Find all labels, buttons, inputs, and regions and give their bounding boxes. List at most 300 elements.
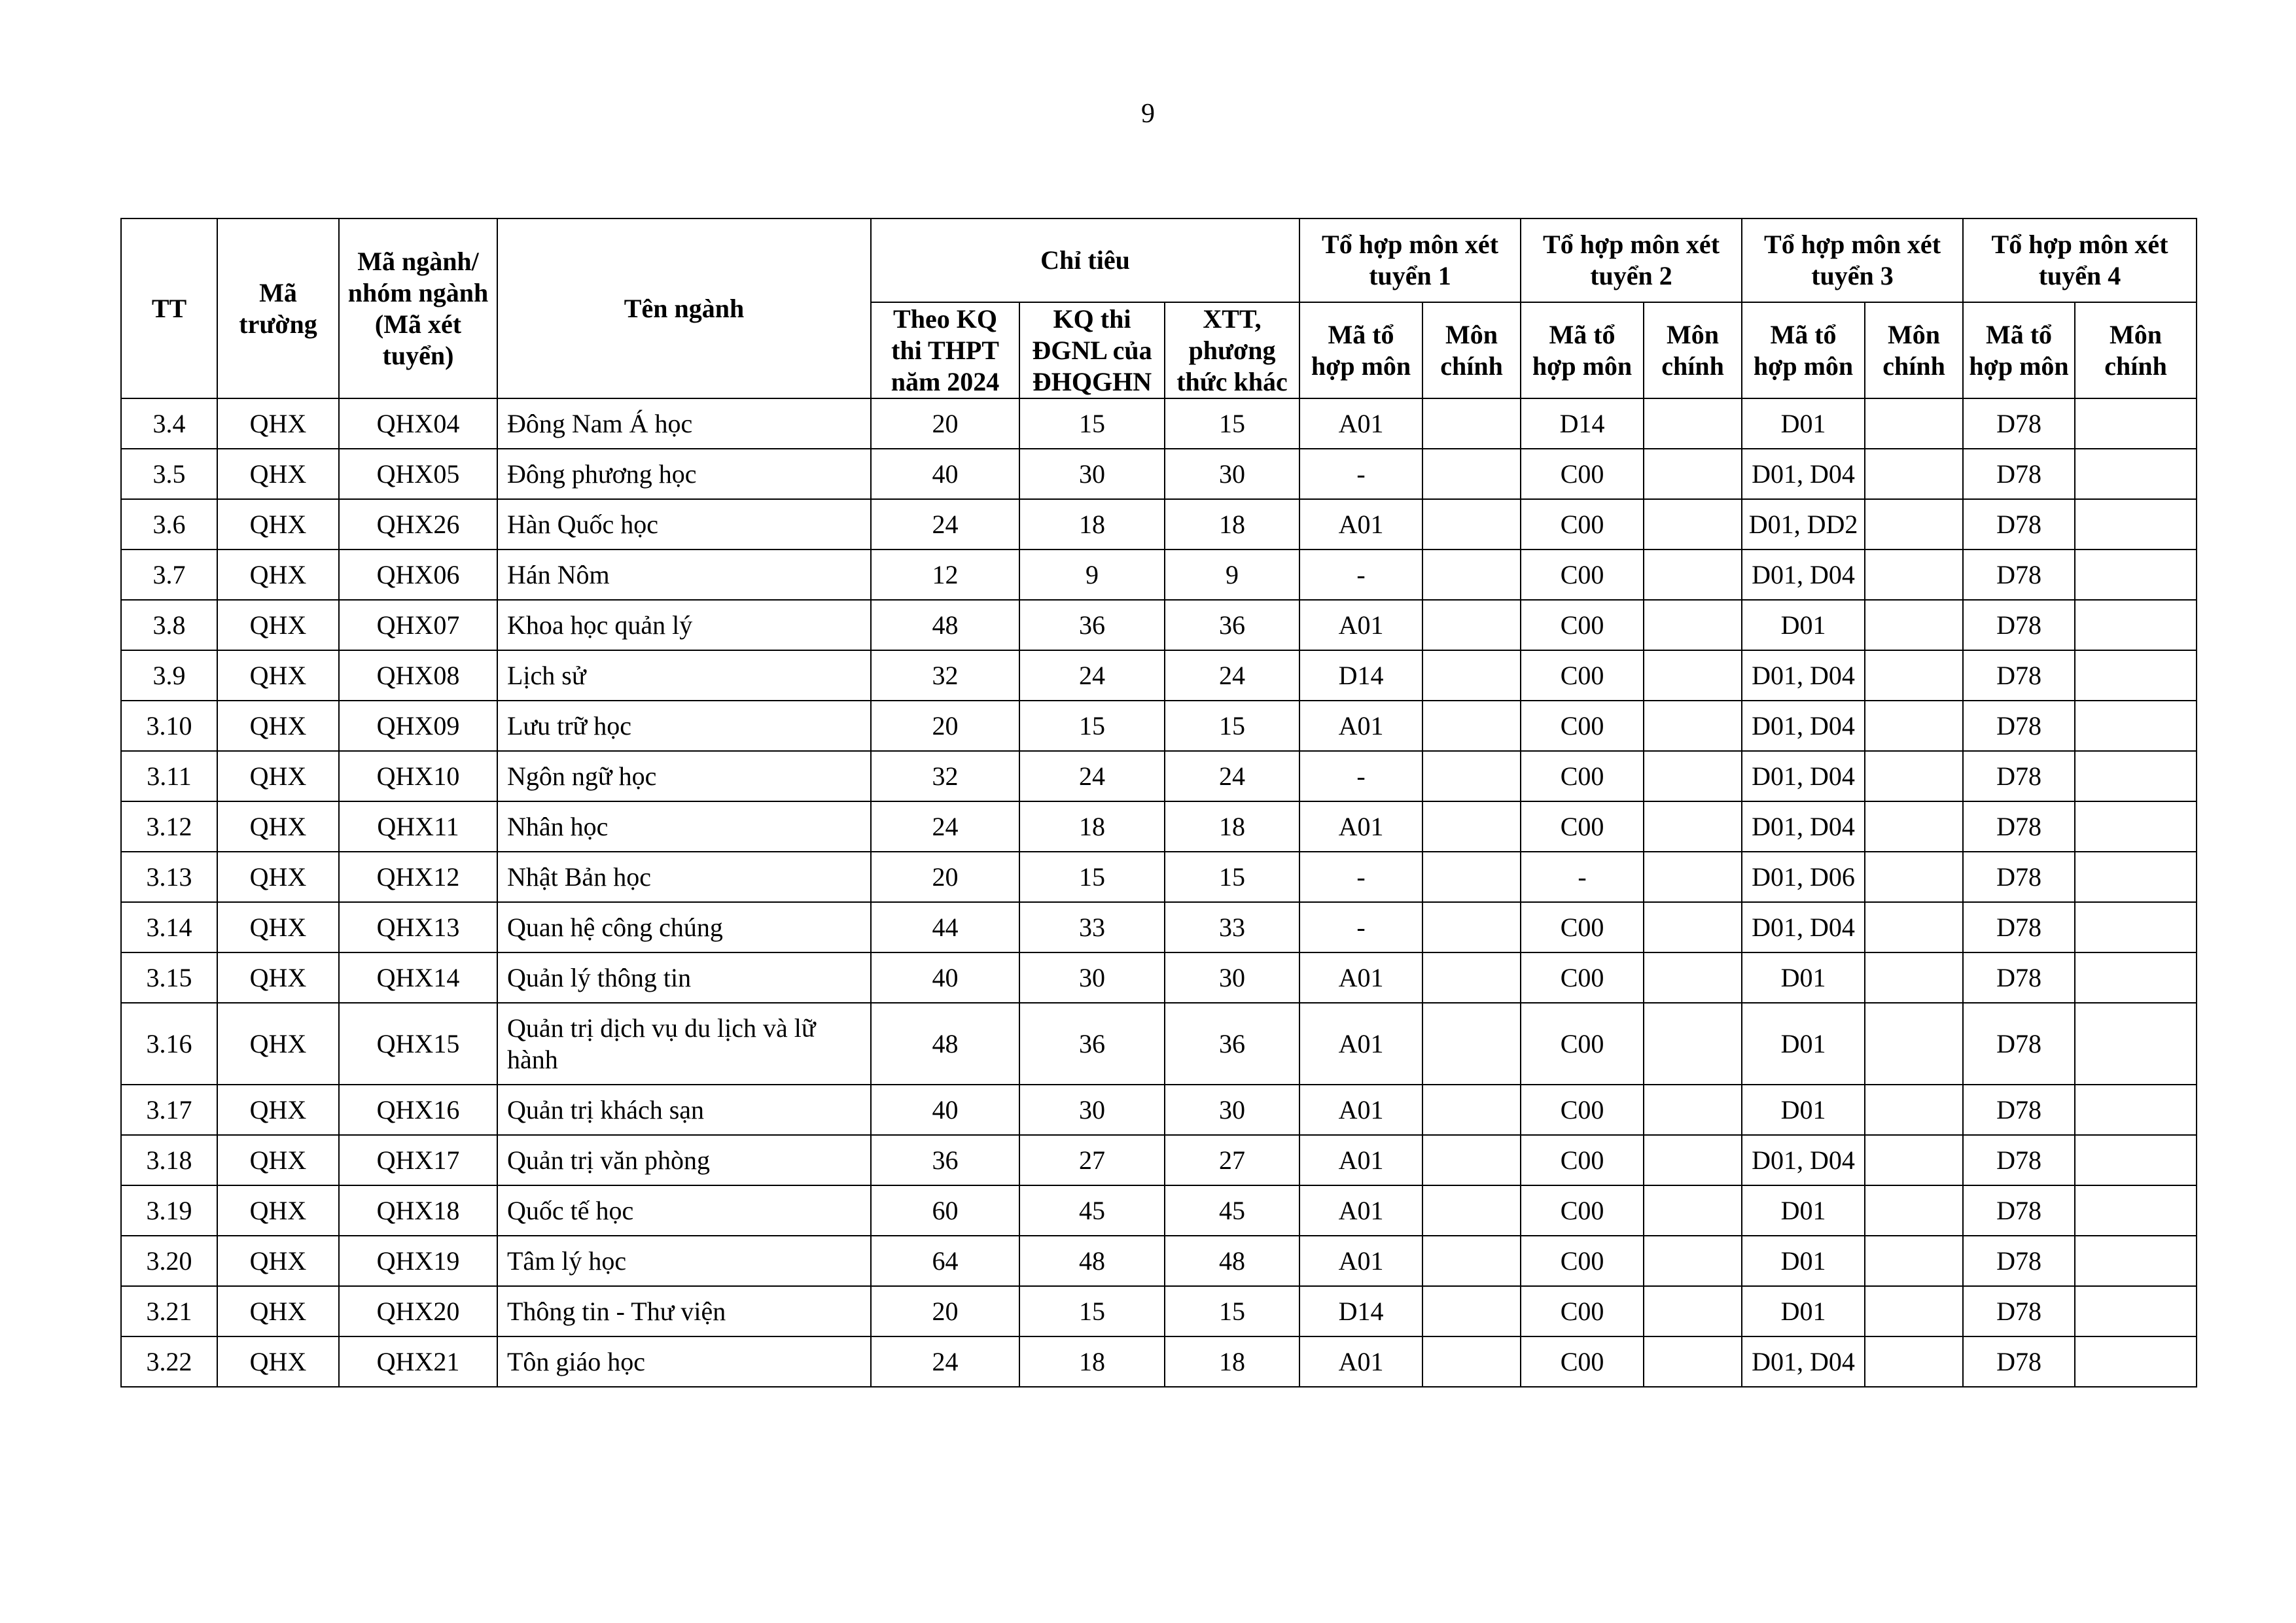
cell-mon-chinh-4 [2075, 1085, 2197, 1135]
cell-ma-to-hop-4: D78 [1963, 1286, 2075, 1336]
cell-ma-nganh: QHX21 [339, 1336, 497, 1387]
cell-ma-to-hop-1: D14 [1299, 1286, 1422, 1336]
cell-chi-tieu-xtt: 36 [1165, 600, 1299, 650]
cell-ma-nganh: QHX07 [339, 600, 497, 650]
cell-chi-tieu-dgnl: 45 [1019, 1185, 1165, 1236]
cell-ma-nganh: QHX19 [339, 1236, 497, 1286]
cell-ma-truong: QHX [217, 1336, 339, 1387]
cell-ten-nganh: Hàn Quốc học [497, 499, 871, 550]
cell-ten-nganh: Lưu trữ học [497, 701, 871, 751]
cell-ma-to-hop-2: C00 [1521, 600, 1644, 650]
cell-mon-chinh-1 [1422, 1135, 1521, 1185]
cell-chi-tieu-xtt: 9 [1165, 550, 1299, 600]
cell-ma-to-hop-1: A01 [1299, 952, 1422, 1003]
cell-mon-chinh-2 [1644, 1286, 1742, 1336]
cell-ma-to-hop-1: A01 [1299, 499, 1422, 550]
cell-mon-chinh-4 [2075, 650, 2197, 701]
cell-ma-to-hop-2: C00 [1521, 550, 1644, 600]
cell-ma-nganh: QHX06 [339, 550, 497, 600]
cell-ma-to-hop-1: A01 [1299, 1003, 1422, 1085]
cell-ma-to-hop-1: A01 [1299, 1236, 1422, 1286]
cell-tt: 3.16 [121, 1003, 217, 1085]
cell-ten-nganh: Thông tin - Thư viện [497, 1286, 871, 1336]
cell-mon-chinh-1 [1422, 550, 1521, 600]
cell-ten-nganh: Nhân học [497, 801, 871, 852]
cell-ma-to-hop-1: A01 [1299, 801, 1422, 852]
table-row [121, 1236, 2197, 1286]
cell-chi-tieu-xtt: 30 [1165, 449, 1299, 499]
cell-chi-tieu-xtt: 30 [1165, 952, 1299, 1003]
cell-mon-chinh-4 [2075, 1135, 2197, 1185]
header-ten-nganh: Tên ngành [497, 218, 871, 398]
cell-mon-chinh-2 [1644, 499, 1742, 550]
cell-ten-nganh: Quan hệ công chúng [497, 902, 871, 952]
cell-ma-to-hop-1: A01 [1299, 600, 1422, 650]
cell-chi-tieu-dgnl: 36 [1019, 1003, 1165, 1085]
cell-mon-chinh-4 [2075, 1336, 2197, 1387]
cell-ten-nganh: Đông phương học [497, 449, 871, 499]
table-row [121, 1336, 2197, 1387]
header-to-hop-4: Tổ hợp môn xét tuyển 4 [1963, 218, 2197, 302]
cell-ma-to-hop-4: D78 [1963, 701, 2075, 751]
cell-ma-to-hop-3: D01 [1742, 1236, 1865, 1286]
cell-mon-chinh-4 [2075, 701, 2197, 751]
cell-ma-truong: QHX [217, 852, 339, 902]
cell-ma-to-hop-1: A01 [1299, 398, 1422, 449]
cell-mon-chinh-3 [1865, 1085, 1963, 1135]
cell-chi-tieu-dgnl: 33 [1019, 902, 1165, 952]
cell-ma-truong: QHX [217, 902, 339, 952]
header-mon-chinh-2: Môn chính [1644, 302, 1742, 398]
cell-chi-tieu-dgnl: 9 [1019, 550, 1165, 600]
cell-ma-to-hop-3: D01 [1742, 952, 1865, 1003]
cell-chi-tieu-dgnl: 30 [1019, 1085, 1165, 1135]
cell-chi-tieu-thpt: 32 [871, 751, 1019, 801]
cell-chi-tieu-dgnl: 18 [1019, 499, 1165, 550]
cell-ma-to-hop-1: - [1299, 902, 1422, 952]
cell-ma-to-hop-2: C00 [1521, 1286, 1644, 1336]
cell-tt: 3.8 [121, 600, 217, 650]
cell-tt: 3.6 [121, 499, 217, 550]
cell-chi-tieu-thpt: 24 [871, 801, 1019, 852]
cell-ma-to-hop-4: D78 [1963, 801, 2075, 852]
cell-ma-to-hop-1: D14 [1299, 650, 1422, 701]
cell-ma-to-hop-4: D78 [1963, 600, 2075, 650]
cell-ma-nganh: QHX04 [339, 398, 497, 449]
cell-tt: 3.4 [121, 398, 217, 449]
cell-ten-nganh: Quản trị văn phòng [497, 1135, 871, 1185]
cell-ma-nganh: QHX18 [339, 1185, 497, 1236]
cell-ma-to-hop-2: C00 [1521, 499, 1644, 550]
cell-ma-to-hop-3: D01 [1742, 1185, 1865, 1236]
cell-mon-chinh-2 [1644, 449, 1742, 499]
cell-ma-to-hop-1: - [1299, 550, 1422, 600]
cell-mon-chinh-3 [1865, 1135, 1963, 1185]
cell-chi-tieu-thpt: 36 [871, 1135, 1019, 1185]
cell-ma-to-hop-3: D01, D04 [1742, 650, 1865, 701]
table-row [121, 701, 2197, 751]
cell-ma-truong: QHX [217, 1135, 339, 1185]
header-chi-tieu-dgnl: KQ thi ĐGNL của ĐHQGHN [1019, 302, 1165, 398]
table-body [121, 398, 2197, 1387]
cell-ma-to-hop-3: D01 [1742, 398, 1865, 449]
table-row [121, 650, 2197, 701]
cell-mon-chinh-3 [1865, 650, 1963, 701]
cell-ma-nganh: QHX16 [339, 1085, 497, 1135]
cell-ma-to-hop-2: C00 [1521, 801, 1644, 852]
cell-ma-to-hop-2: C00 [1521, 1135, 1644, 1185]
cell-mon-chinh-3 [1865, 1286, 1963, 1336]
cell-chi-tieu-thpt: 20 [871, 852, 1019, 902]
cell-ten-nganh: Đông Nam Á học [497, 398, 871, 449]
cell-mon-chinh-1 [1422, 1185, 1521, 1236]
cell-ma-truong: QHX [217, 1185, 339, 1236]
cell-ma-to-hop-4: D78 [1963, 1003, 2075, 1085]
cell-ma-to-hop-3: D01, D04 [1742, 1336, 1865, 1387]
cell-mon-chinh-3 [1865, 751, 1963, 801]
table-row [121, 952, 2197, 1003]
cell-chi-tieu-dgnl: 15 [1019, 701, 1165, 751]
table-row [121, 449, 2197, 499]
header-chi-tieu-xtt: XTT, phương thức khác [1165, 302, 1299, 398]
header-ma-to-hop-3: Mã tổ hợp môn [1742, 302, 1865, 398]
cell-ma-truong: QHX [217, 701, 339, 751]
cell-ten-nganh: Lịch sử [497, 650, 871, 701]
cell-ten-nganh: Tâm lý học [497, 1236, 871, 1286]
table-row [121, 499, 2197, 550]
cell-mon-chinh-1 [1422, 902, 1521, 952]
cell-chi-tieu-xtt: 24 [1165, 751, 1299, 801]
cell-mon-chinh-3 [1865, 449, 1963, 499]
cell-mon-chinh-2 [1644, 1003, 1742, 1085]
cell-ma-to-hop-4: D78 [1963, 499, 2075, 550]
cell-mon-chinh-1 [1422, 1286, 1521, 1336]
header-ma-to-hop-1: Mã tổ hợp môn [1299, 302, 1422, 398]
cell-ma-to-hop-3: D01, D04 [1742, 701, 1865, 751]
cell-ten-nganh: Ngôn ngữ học [497, 751, 871, 801]
table-header [121, 218, 2197, 398]
cell-ten-nganh: Quốc tế học [497, 1185, 871, 1236]
cell-chi-tieu-xtt: 15 [1165, 398, 1299, 449]
cell-ma-to-hop-1: A01 [1299, 701, 1422, 751]
cell-ma-to-hop-4: D78 [1963, 1336, 2075, 1387]
cell-mon-chinh-1 [1422, 852, 1521, 902]
cell-ma-to-hop-4: D78 [1963, 751, 2075, 801]
cell-chi-tieu-xtt: 18 [1165, 1336, 1299, 1387]
cell-tt: 3.19 [121, 1185, 217, 1236]
cell-ma-to-hop-2: C00 [1521, 1236, 1644, 1286]
header-to-hop-3: Tổ hợp môn xét tuyển 3 [1742, 218, 1963, 302]
cell-ma-truong: QHX [217, 550, 339, 600]
cell-mon-chinh-3 [1865, 902, 1963, 952]
cell-mon-chinh-3 [1865, 1236, 1963, 1286]
cell-chi-tieu-dgnl: 27 [1019, 1135, 1165, 1185]
cell-mon-chinh-1 [1422, 398, 1521, 449]
cell-chi-tieu-thpt: 60 [871, 1185, 1019, 1236]
cell-mon-chinh-4 [2075, 600, 2197, 650]
cell-ma-to-hop-2: C00 [1521, 650, 1644, 701]
cell-ma-to-hop-1: A01 [1299, 1085, 1422, 1135]
cell-ma-to-hop-4: D78 [1963, 550, 2075, 600]
cell-ma-to-hop-3: D01 [1742, 600, 1865, 650]
cell-mon-chinh-3 [1865, 1336, 1963, 1387]
cell-ma-to-hop-2: - [1521, 852, 1644, 902]
cell-ma-to-hop-3: D01, D04 [1742, 751, 1865, 801]
cell-mon-chinh-3 [1865, 1003, 1963, 1085]
cell-chi-tieu-dgnl: 15 [1019, 852, 1165, 902]
header-tt: TT [121, 218, 217, 398]
header-to-hop-2: Tổ hợp môn xét tuyển 2 [1521, 218, 1742, 302]
cell-mon-chinh-4 [2075, 1236, 2197, 1286]
cell-ma-nganh: QHX10 [339, 751, 497, 801]
cell-mon-chinh-4 [2075, 449, 2197, 499]
page-number: 9 [1141, 99, 1155, 129]
cell-ma-to-hop-2: D14 [1521, 398, 1644, 449]
cell-tt: 3.9 [121, 650, 217, 701]
table-row [121, 600, 2197, 650]
cell-mon-chinh-2 [1644, 600, 1742, 650]
cell-mon-chinh-3 [1865, 852, 1963, 902]
table-row [121, 902, 2197, 952]
cell-chi-tieu-thpt: 20 [871, 701, 1019, 751]
cell-ma-to-hop-2: C00 [1521, 1185, 1644, 1236]
cell-mon-chinh-2 [1644, 1236, 1742, 1286]
cell-chi-tieu-dgnl: 18 [1019, 801, 1165, 852]
cell-ma-to-hop-1: - [1299, 449, 1422, 499]
cell-tt: 3.22 [121, 1336, 217, 1387]
cell-tt: 3.15 [121, 952, 217, 1003]
cell-ma-to-hop-3: D01, D04 [1742, 801, 1865, 852]
cell-chi-tieu-xtt: 45 [1165, 1185, 1299, 1236]
cell-mon-chinh-1 [1422, 650, 1521, 701]
cell-mon-chinh-1 [1422, 801, 1521, 852]
cell-ma-nganh: QHX20 [339, 1286, 497, 1336]
cell-chi-tieu-thpt: 12 [871, 550, 1019, 600]
cell-ma-to-hop-3: D01 [1742, 1003, 1865, 1085]
cell-ma-to-hop-2: C00 [1521, 1085, 1644, 1135]
cell-ma-truong: QHX [217, 499, 339, 550]
cell-chi-tieu-dgnl: 30 [1019, 449, 1165, 499]
cell-ma-to-hop-3: D01 [1742, 1286, 1865, 1336]
cell-mon-chinh-3 [1865, 701, 1963, 751]
table-row [121, 1085, 2197, 1135]
cell-ma-to-hop-4: D78 [1963, 1236, 2075, 1286]
cell-ma-to-hop-3: D01, D04 [1742, 902, 1865, 952]
cell-mon-chinh-2 [1644, 751, 1742, 801]
cell-ma-to-hop-4: D78 [1963, 952, 2075, 1003]
cell-mon-chinh-2 [1644, 398, 1742, 449]
header-ma-to-hop-2: Mã tổ hợp môn [1521, 302, 1644, 398]
cell-ma-nganh: QHX15 [339, 1003, 497, 1085]
cell-ma-truong: QHX [217, 600, 339, 650]
cell-tt: 3.14 [121, 902, 217, 952]
cell-ma-to-hop-4: D78 [1963, 902, 2075, 952]
cell-chi-tieu-xtt: 48 [1165, 1236, 1299, 1286]
cell-mon-chinh-1 [1422, 751, 1521, 801]
cell-mon-chinh-1 [1422, 499, 1521, 550]
cell-mon-chinh-2 [1644, 650, 1742, 701]
cell-mon-chinh-3 [1865, 600, 1963, 650]
header-ma-to-hop-4: Mã tổ hợp môn [1963, 302, 2075, 398]
cell-tt: 3.17 [121, 1085, 217, 1135]
cell-ma-to-hop-1: - [1299, 852, 1422, 902]
cell-ten-nganh: Quản trị dịch vụ du lịch và lữ hành [497, 1003, 871, 1085]
header-chi-tieu: Chỉ tiêu [871, 218, 1299, 302]
cell-chi-tieu-thpt: 40 [871, 449, 1019, 499]
cell-ma-truong: QHX [217, 952, 339, 1003]
cell-ten-nganh: Nhật Bản học [497, 852, 871, 902]
cell-ma-to-hop-2: C00 [1521, 1336, 1644, 1387]
cell-ma-to-hop-3: D01 [1742, 1085, 1865, 1135]
cell-ma-to-hop-4: D78 [1963, 1185, 2075, 1236]
cell-ma-to-hop-2: C00 [1521, 701, 1644, 751]
cell-ten-nganh: Khoa học quản lý [497, 600, 871, 650]
cell-chi-tieu-dgnl: 18 [1019, 1336, 1165, 1387]
cell-tt: 3.20 [121, 1236, 217, 1286]
cell-mon-chinh-4 [2075, 1003, 2197, 1085]
table-row [121, 550, 2197, 600]
cell-ma-to-hop-4: D78 [1963, 1135, 2075, 1185]
cell-ma-truong: QHX [217, 1085, 339, 1135]
cell-ma-to-hop-2: C00 [1521, 1003, 1644, 1085]
cell-ma-nganh: QHX05 [339, 449, 497, 499]
cell-ten-nganh: Quản lý thông tin [497, 952, 871, 1003]
cell-chi-tieu-thpt: 20 [871, 1286, 1019, 1336]
cell-mon-chinh-1 [1422, 449, 1521, 499]
cell-ma-nganh: QHX08 [339, 650, 497, 701]
cell-mon-chinh-2 [1644, 1085, 1742, 1135]
cell-mon-chinh-4 [2075, 801, 2197, 852]
table-row [121, 751, 2197, 801]
cell-ma-to-hop-3: D01, D06 [1742, 852, 1865, 902]
header-ma-truong: Mã trường [217, 218, 339, 398]
cell-mon-chinh-3 [1865, 499, 1963, 550]
cell-ma-to-hop-4: D78 [1963, 398, 2075, 449]
header-to-hop-1: Tổ hợp môn xét tuyển 1 [1299, 218, 1521, 302]
cell-ma-to-hop-2: C00 [1521, 952, 1644, 1003]
table-row [121, 398, 2197, 449]
cell-ma-truong: QHX [217, 1003, 339, 1085]
cell-chi-tieu-thpt: 44 [871, 902, 1019, 952]
cell-mon-chinh-3 [1865, 550, 1963, 600]
cell-ma-to-hop-1: A01 [1299, 1185, 1422, 1236]
cell-chi-tieu-thpt: 40 [871, 1085, 1019, 1135]
cell-chi-tieu-dgnl: 24 [1019, 751, 1165, 801]
cell-mon-chinh-1 [1422, 1336, 1521, 1387]
cell-ma-truong: QHX [217, 398, 339, 449]
cell-chi-tieu-thpt: 24 [871, 1336, 1019, 1387]
table-row [121, 852, 2197, 902]
cell-chi-tieu-thpt: 20 [871, 398, 1019, 449]
cell-ma-to-hop-4: D78 [1963, 852, 2075, 902]
cell-ma-nganh: QHX13 [339, 902, 497, 952]
cell-ma-to-hop-2: C00 [1521, 751, 1644, 801]
cell-chi-tieu-xtt: 27 [1165, 1135, 1299, 1185]
cell-chi-tieu-xtt: 15 [1165, 1286, 1299, 1336]
cell-mon-chinh-2 [1644, 1135, 1742, 1185]
cell-ma-to-hop-3: D01, D04 [1742, 550, 1865, 600]
cell-ma-truong: QHX [217, 449, 339, 499]
header-mon-chinh-4: Môn chính [2075, 302, 2197, 398]
cell-ma-nganh: QHX11 [339, 801, 497, 852]
cell-ma-to-hop-3: D01, DD2 [1742, 499, 1865, 550]
cell-mon-chinh-3 [1865, 952, 1963, 1003]
cell-ma-to-hop-4: D78 [1963, 650, 2075, 701]
cell-mon-chinh-1 [1422, 1085, 1521, 1135]
cell-mon-chinh-2 [1644, 902, 1742, 952]
cell-ma-truong: QHX [217, 801, 339, 852]
cell-mon-chinh-2 [1644, 852, 1742, 902]
cell-tt: 3.5 [121, 449, 217, 499]
cell-mon-chinh-4 [2075, 902, 2197, 952]
header-chi-tieu-thpt: Theo KQ thi THPT năm 2024 [871, 302, 1019, 398]
cell-chi-tieu-thpt: 48 [871, 1003, 1019, 1085]
cell-ma-to-hop-1: A01 [1299, 1135, 1422, 1185]
cell-ma-to-hop-1: - [1299, 751, 1422, 801]
cell-tt: 3.13 [121, 852, 217, 902]
cell-ma-to-hop-4: D78 [1963, 449, 2075, 499]
cell-ma-to-hop-3: D01, D04 [1742, 1135, 1865, 1185]
cell-chi-tieu-xtt: 18 [1165, 801, 1299, 852]
cell-tt: 3.10 [121, 701, 217, 751]
cell-chi-tieu-dgnl: 15 [1019, 1286, 1165, 1336]
cell-chi-tieu-thpt: 48 [871, 600, 1019, 650]
cell-ma-truong: QHX [217, 1236, 339, 1286]
cell-ma-to-hop-4: D78 [1963, 1085, 2075, 1135]
header-mon-chinh-3: Môn chính [1865, 302, 1963, 398]
cell-chi-tieu-thpt: 32 [871, 650, 1019, 701]
cell-ma-to-hop-3: D01, D04 [1742, 449, 1865, 499]
cell-mon-chinh-4 [2075, 550, 2197, 600]
header-ma-nganh: Mã ngành/ nhóm ngành (Mã xét tuyển) [339, 218, 497, 398]
header-mon-chinh-1: Môn chính [1422, 302, 1521, 398]
table-row [121, 1135, 2197, 1185]
cell-chi-tieu-dgnl: 30 [1019, 952, 1165, 1003]
cell-chi-tieu-xtt: 18 [1165, 499, 1299, 550]
cell-chi-tieu-xtt: 30 [1165, 1085, 1299, 1135]
cell-tt: 3.12 [121, 801, 217, 852]
cell-ma-to-hop-1: A01 [1299, 1336, 1422, 1387]
cell-mon-chinh-3 [1865, 1185, 1963, 1236]
table-row [121, 1185, 2197, 1236]
cell-ma-nganh: QHX14 [339, 952, 497, 1003]
cell-chi-tieu-dgnl: 24 [1019, 650, 1165, 701]
cell-mon-chinh-4 [2075, 499, 2197, 550]
cell-chi-tieu-dgnl: 48 [1019, 1236, 1165, 1286]
cell-chi-tieu-xtt: 24 [1165, 650, 1299, 701]
table-row [121, 1003, 2197, 1085]
table-row [121, 801, 2197, 852]
cell-mon-chinh-4 [2075, 1185, 2197, 1236]
cell-chi-tieu-xtt: 15 [1165, 852, 1299, 902]
cell-ma-nganh: QHX26 [339, 499, 497, 550]
cell-ma-nganh: QHX12 [339, 852, 497, 902]
cell-chi-tieu-thpt: 64 [871, 1236, 1019, 1286]
cell-tt: 3.21 [121, 1286, 217, 1336]
table-row [121, 1286, 2197, 1336]
cell-ma-truong: QHX [217, 1286, 339, 1336]
cell-chi-tieu-thpt: 40 [871, 952, 1019, 1003]
cell-mon-chinh-1 [1422, 952, 1521, 1003]
cell-mon-chinh-1 [1422, 1003, 1521, 1085]
cell-chi-tieu-xtt: 36 [1165, 1003, 1299, 1085]
cell-chi-tieu-thpt: 24 [871, 499, 1019, 550]
cell-ten-nganh: Quản trị khách sạn [497, 1085, 871, 1135]
cell-ma-truong: QHX [217, 650, 339, 701]
cell-chi-tieu-dgnl: 15 [1019, 398, 1165, 449]
cell-ten-nganh: Tôn giáo học [497, 1336, 871, 1387]
cell-ten-nganh: Hán Nôm [497, 550, 871, 600]
